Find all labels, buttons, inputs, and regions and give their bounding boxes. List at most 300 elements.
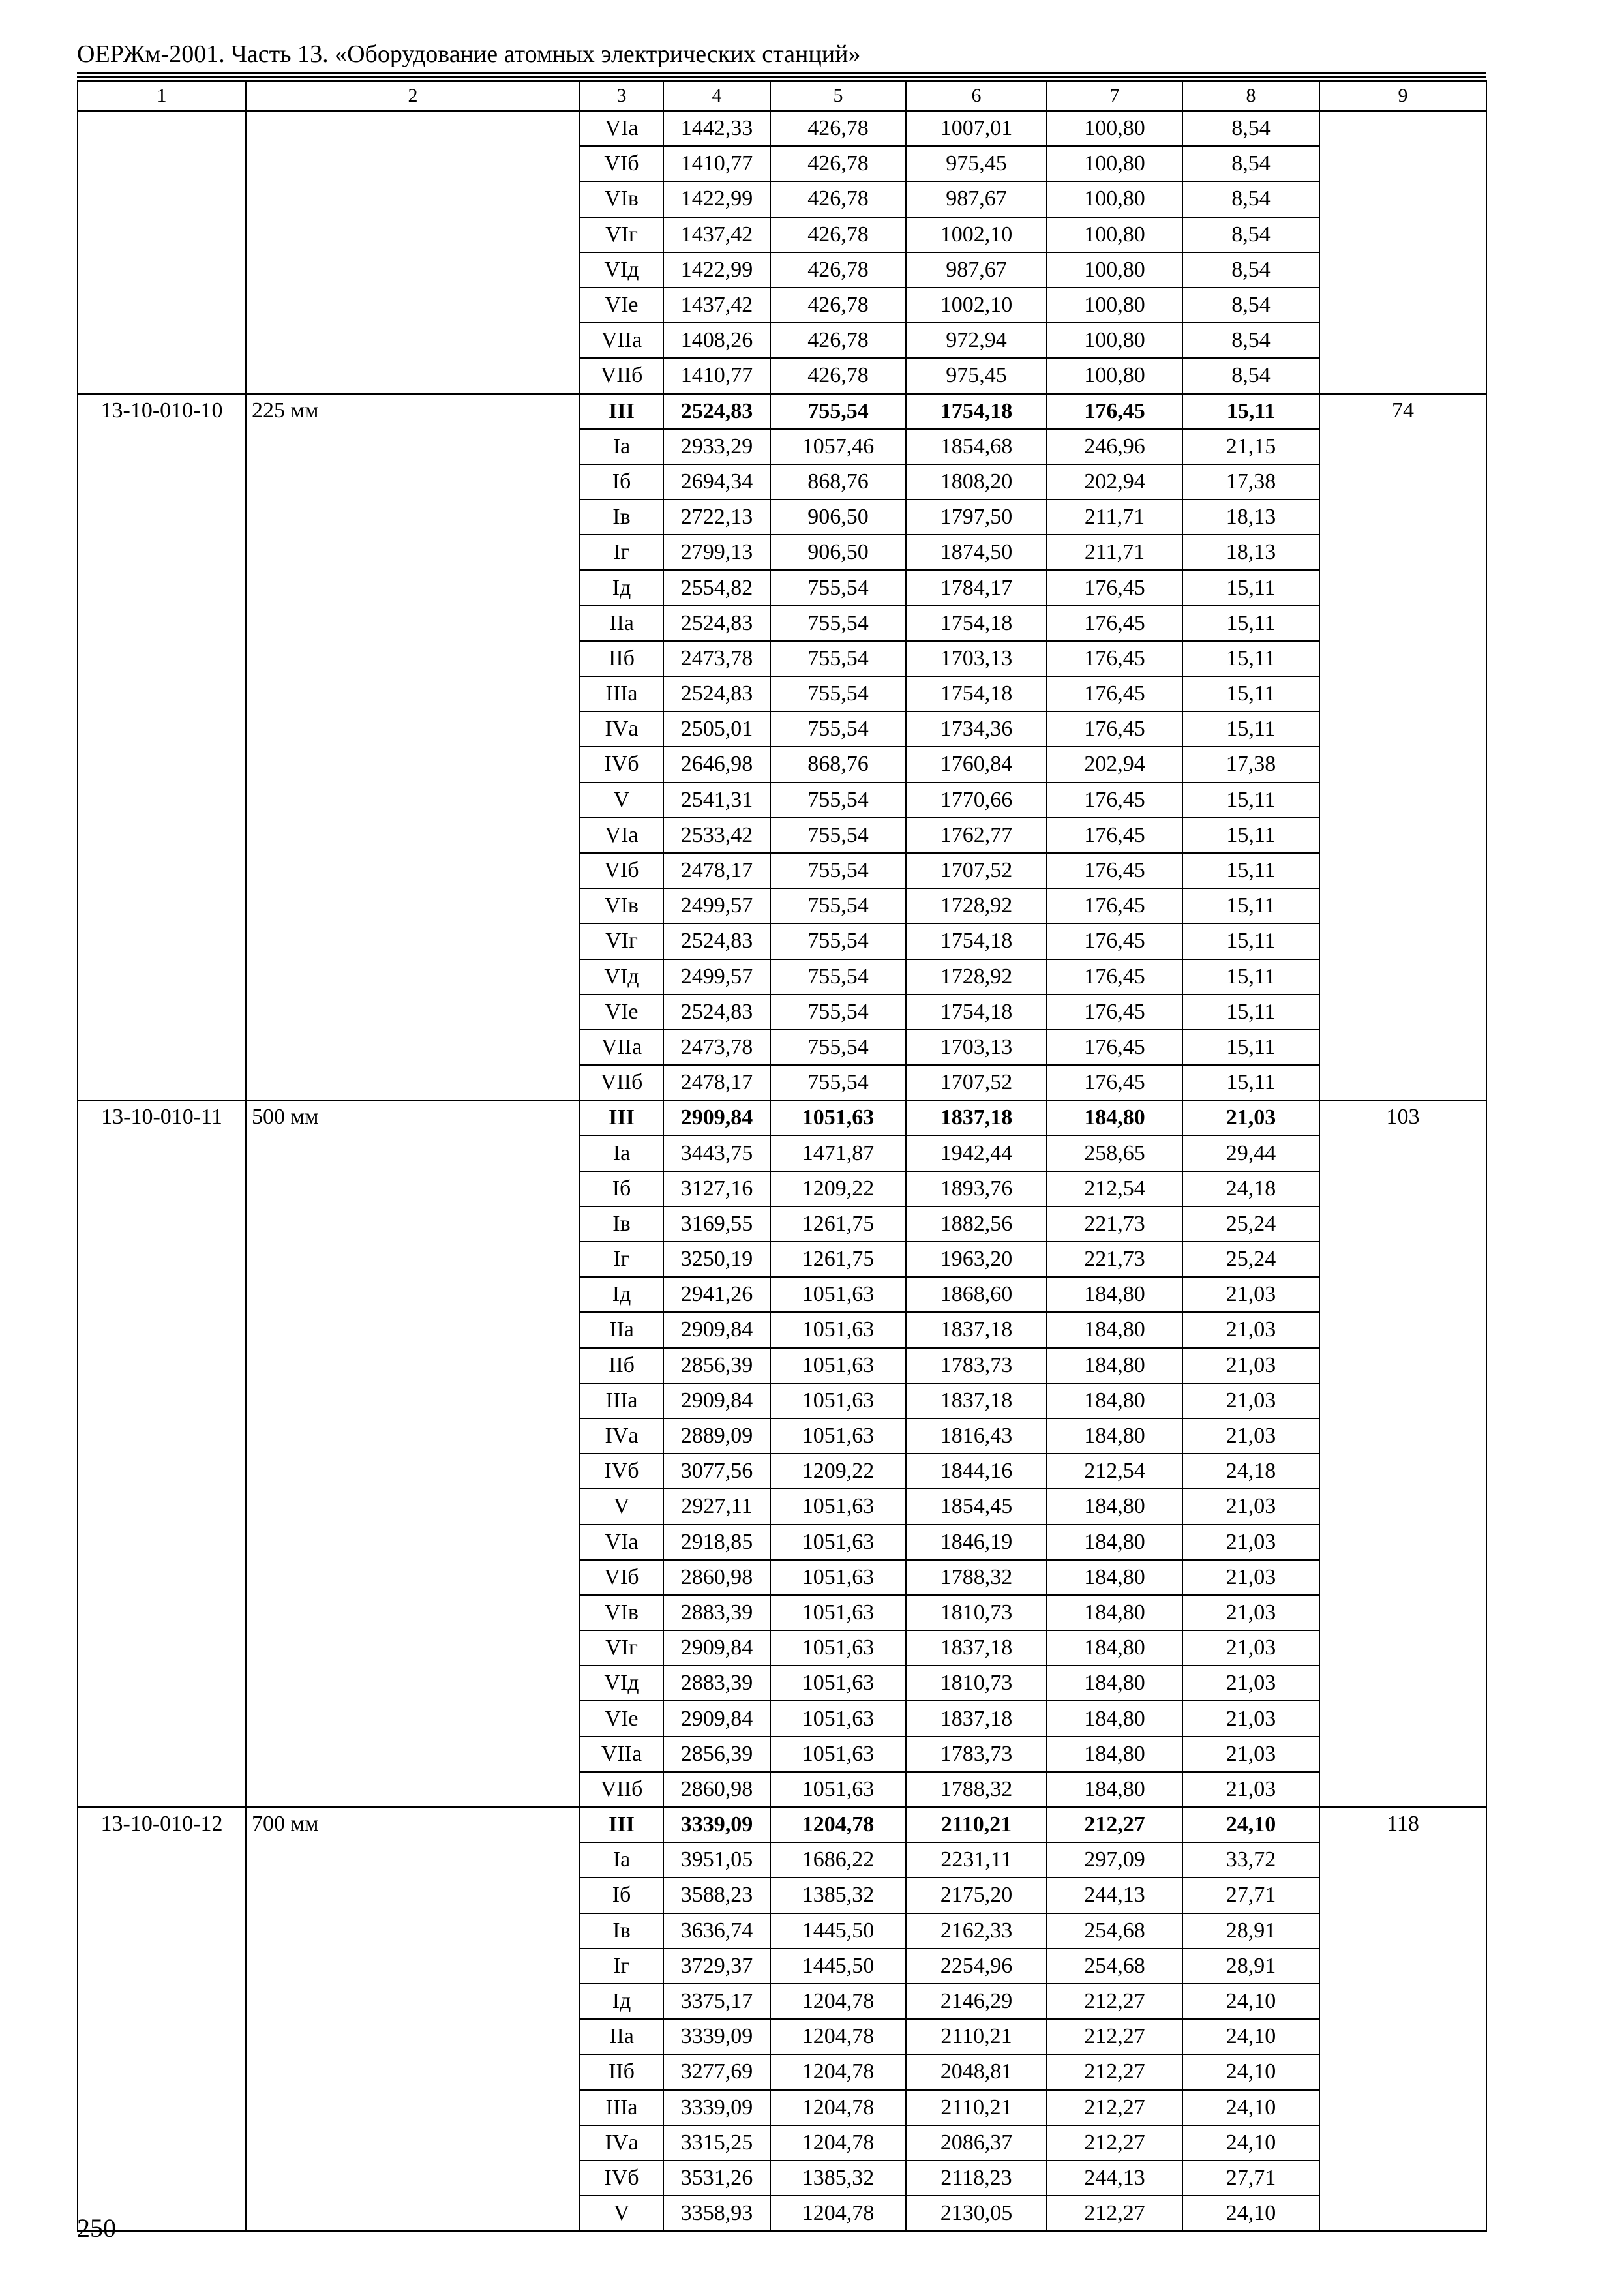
operator-wage-cell: 211,71 (1047, 535, 1182, 570)
zone-cell: Iа (580, 429, 663, 464)
operator-wage-cell: 176,45 (1047, 606, 1182, 641)
total-cost-cell: 1437,42 (663, 288, 770, 323)
operator-wage-cell: 100,80 (1047, 146, 1182, 181)
operator-wage-cell: 176,45 (1047, 1030, 1182, 1065)
machine-cost-cell: 1808,20 (906, 464, 1047, 500)
total-cost-cell: 3443,75 (663, 1135, 770, 1171)
item-name (246, 111, 580, 394)
operator-wage-cell: 212,54 (1047, 1454, 1182, 1489)
total-cost-cell: 2722,13 (663, 500, 770, 535)
materials-cost-cell: 15,11 (1182, 818, 1319, 853)
total-cost-cell: 3375,17 (663, 1984, 770, 2019)
zone-cell: IIа (580, 1312, 663, 1347)
total-cost-cell: 2909,84 (663, 1312, 770, 1347)
operator-wage-cell: 184,80 (1047, 1666, 1182, 1701)
total-cost-cell: 3588,23 (663, 1878, 770, 1913)
zone-cell: VIIб (580, 1065, 663, 1100)
materials-cost-cell: 15,11 (1182, 888, 1319, 923)
machine-cost-cell: 1783,73 (906, 1737, 1047, 1772)
labor-cost-cell: 1051,63 (770, 1489, 906, 1524)
materials-cost-cell: 8,54 (1182, 181, 1319, 217)
labor-cost-cell: 755,54 (770, 888, 906, 923)
zone-cell: V (580, 2196, 663, 2231)
labor-cost-cell: 1209,22 (770, 1454, 906, 1489)
machine-cost-cell: 1762,77 (906, 818, 1047, 853)
labor-cost-cell: 755,54 (770, 570, 906, 605)
labor-cost-cell: 755,54 (770, 959, 906, 995)
total-cost-cell: 3169,55 (663, 1206, 770, 1242)
total-cost-cell: 3358,93 (663, 2196, 770, 2231)
total-cost-cell: 3729,37 (663, 1949, 770, 1984)
materials-cost-cell: 8,54 (1182, 252, 1319, 288)
zone-cell: Iб (580, 1878, 663, 1913)
operator-wage-cell: 184,80 (1047, 1525, 1182, 1560)
total-cost-cell: 3127,16 (663, 1171, 770, 1206)
operator-wage-cell: 100,80 (1047, 288, 1182, 323)
operator-wage-cell: 176,45 (1047, 888, 1182, 923)
zone-cell: IIа (580, 606, 663, 641)
zone-cell: IIб (580, 1348, 663, 1383)
zone-cell: VIе (580, 995, 663, 1030)
operator-wage-cell: 254,68 (1047, 1949, 1182, 1984)
operator-wage-cell: 244,13 (1047, 2161, 1182, 2196)
total-cost-cell: 2533,42 (663, 818, 770, 853)
materials-cost-cell: 24,10 (1182, 2054, 1319, 2089)
materials-cost-cell: 17,38 (1182, 464, 1319, 500)
operator-wage-cell: 254,68 (1047, 1913, 1182, 1949)
operator-wage-cell: 258,65 (1047, 1135, 1182, 1171)
labor-cost-cell: 1204,78 (770, 1807, 906, 1842)
zone-cell: IIIа (580, 1383, 663, 1418)
machine-cost-cell: 1728,92 (906, 959, 1047, 995)
materials-cost-cell: 21,03 (1182, 1701, 1319, 1736)
table-row (78, 111, 1486, 146)
zone-cell: VIб (580, 146, 663, 181)
labor-cost-cell: 1209,22 (770, 1171, 906, 1206)
zone-cell: IVа (580, 1418, 663, 1454)
total-cost-cell: 1410,77 (663, 358, 770, 393)
total-cost-cell: 2883,39 (663, 1666, 770, 1701)
labor-cost-cell: 1057,46 (770, 429, 906, 464)
materials-cost-cell: 21,03 (1182, 1630, 1319, 1666)
machine-cost-cell: 1703,13 (906, 1030, 1047, 1065)
total-cost-cell: 3277,69 (663, 2054, 770, 2089)
materials-cost-cell: 15,11 (1182, 606, 1319, 641)
materials-cost-cell: 27,71 (1182, 1878, 1319, 1913)
total-cost-cell: 3339,09 (663, 2090, 770, 2125)
operator-wage-cell: 244,13 (1047, 1878, 1182, 1913)
materials-cost-cell: 15,11 (1182, 959, 1319, 995)
machine-cost-cell: 1893,76 (906, 1171, 1047, 1206)
header-rule-bottom (77, 76, 1486, 78)
labor-cost-cell: 1051,63 (770, 1348, 906, 1383)
total-cost-cell: 2694,34 (663, 464, 770, 500)
machine-cost-cell: 1797,50 (906, 500, 1047, 535)
machine-cost-cell: 1754,18 (906, 923, 1047, 959)
operator-wage-cell: 176,45 (1047, 783, 1182, 818)
materials-cost-cell: 15,11 (1182, 853, 1319, 888)
operator-wage-cell: 184,80 (1047, 1772, 1182, 1807)
operator-wage-cell: 212,27 (1047, 2125, 1182, 2161)
operator-wage-cell: 184,80 (1047, 1383, 1182, 1418)
total-cost-cell: 2860,98 (663, 1772, 770, 1807)
operator-wage-cell: 297,09 (1047, 1842, 1182, 1878)
total-cost-cell: 2909,84 (663, 1630, 770, 1666)
total-cost-cell: 2856,39 (663, 1348, 770, 1383)
zone-cell: IIб (580, 2054, 663, 2089)
machine-cost-cell: 2048,81 (906, 2054, 1047, 2089)
operator-wage-cell: 176,45 (1047, 818, 1182, 853)
price-table (77, 80, 1487, 2232)
labor-cost-cell: 755,54 (770, 783, 906, 818)
total-cost-cell: 2799,13 (663, 535, 770, 570)
column-number: 5 (770, 81, 906, 111)
labor-cost-cell: 868,76 (770, 747, 906, 782)
total-cost-cell: 1422,99 (663, 252, 770, 288)
table-row (78, 394, 1486, 429)
zone-cell: VIд (580, 959, 663, 995)
materials-cost-cell: 21,03 (1182, 1489, 1319, 1524)
mass-cell: 118 (1319, 1807, 1486, 2231)
column-number: 1 (78, 81, 246, 111)
table-row (78, 1807, 1486, 1842)
operator-wage-cell: 202,94 (1047, 747, 1182, 782)
labor-cost-cell: 1051,63 (770, 1100, 906, 1135)
total-cost-cell: 2524,83 (663, 923, 770, 959)
total-cost-cell: 2860,98 (663, 1560, 770, 1595)
total-cost-cell: 2933,29 (663, 429, 770, 464)
item-name: 700 мм (246, 1807, 580, 2231)
labor-cost-cell: 1051,63 (770, 1560, 906, 1595)
labor-cost-cell: 1445,50 (770, 1949, 906, 1984)
materials-cost-cell: 15,11 (1182, 1030, 1319, 1065)
item-code: 13-10-010-12 (78, 1807, 246, 2231)
machine-cost-cell: 1760,84 (906, 747, 1047, 782)
machine-cost-cell: 1837,18 (906, 1312, 1047, 1347)
total-cost-cell: 1422,99 (663, 181, 770, 217)
page-header: ОЕРЖм-2001. Часть 13. «Оборудование атомных электрических станций» (77, 40, 861, 68)
total-cost-cell: 2909,84 (663, 1100, 770, 1135)
column-number: 4 (663, 81, 770, 111)
total-cost-cell: 2473,78 (663, 1030, 770, 1065)
labor-cost-cell: 755,54 (770, 923, 906, 959)
machine-cost-cell: 972,94 (906, 323, 1047, 358)
operator-wage-cell: 176,45 (1047, 853, 1182, 888)
zone-cell: VIв (580, 181, 663, 217)
operator-wage-cell: 184,80 (1047, 1595, 1182, 1630)
operator-wage-cell: 100,80 (1047, 323, 1182, 358)
zone-cell: IVб (580, 2161, 663, 2196)
total-cost-cell: 2909,84 (663, 1701, 770, 1736)
materials-cost-cell: 21,15 (1182, 429, 1319, 464)
labor-cost-cell: 1051,63 (770, 1525, 906, 1560)
total-cost-cell: 1437,42 (663, 217, 770, 252)
total-cost-cell: 2524,83 (663, 676, 770, 711)
operator-wage-cell: 212,27 (1047, 2054, 1182, 2089)
operator-wage-cell: 100,80 (1047, 181, 1182, 217)
total-cost-cell: 3339,09 (663, 2019, 770, 2054)
materials-cost-cell: 21,03 (1182, 1525, 1319, 1560)
total-cost-cell: 2927,11 (663, 1489, 770, 1524)
materials-cost-cell: 18,13 (1182, 500, 1319, 535)
machine-cost-cell: 1770,66 (906, 783, 1047, 818)
zone-cell: VIв (580, 1595, 663, 1630)
zone-cell: IVб (580, 1454, 663, 1489)
total-cost-cell: 3531,26 (663, 2161, 770, 2196)
labor-cost-cell: 1204,78 (770, 1984, 906, 2019)
operator-wage-cell: 176,45 (1047, 995, 1182, 1030)
labor-cost-cell: 1051,63 (770, 1383, 906, 1418)
total-cost-cell: 2478,17 (663, 853, 770, 888)
operator-wage-cell: 184,80 (1047, 1312, 1182, 1347)
materials-cost-cell: 15,11 (1182, 570, 1319, 605)
zone-cell: IIIа (580, 2090, 663, 2125)
zone-cell: VIд (580, 252, 663, 288)
operator-wage-cell: 176,45 (1047, 676, 1182, 711)
operator-wage-cell: 246,96 (1047, 429, 1182, 464)
machine-cost-cell: 1788,32 (906, 1560, 1047, 1595)
zone-cell: VIе (580, 1701, 663, 1736)
materials-cost-cell: 21,03 (1182, 1666, 1319, 1701)
materials-cost-cell: 15,11 (1182, 995, 1319, 1030)
zone-cell: III (580, 394, 663, 429)
materials-cost-cell: 21,03 (1182, 1383, 1319, 1418)
labor-cost-cell: 1204,78 (770, 2125, 906, 2161)
labor-cost-cell: 1051,63 (770, 1737, 906, 1772)
materials-cost-cell: 21,03 (1182, 1772, 1319, 1807)
column-number: 7 (1047, 81, 1182, 111)
machine-cost-cell: 1707,52 (906, 853, 1047, 888)
machine-cost-cell: 2231,11 (906, 1842, 1047, 1878)
zone-cell: Iд (580, 1984, 663, 2019)
machine-cost-cell: 1703,13 (906, 641, 1047, 676)
operator-wage-cell: 100,80 (1047, 111, 1182, 146)
labor-cost-cell: 1051,63 (770, 1701, 906, 1736)
total-cost-cell: 3951,05 (663, 1842, 770, 1878)
materials-cost-cell: 8,54 (1182, 146, 1319, 181)
materials-cost-cell: 21,03 (1182, 1312, 1319, 1347)
operator-wage-cell: 176,45 (1047, 711, 1182, 747)
machine-cost-cell: 1837,18 (906, 1701, 1047, 1736)
machine-cost-cell: 1874,50 (906, 535, 1047, 570)
total-cost-cell: 2478,17 (663, 1065, 770, 1100)
operator-wage-cell: 184,80 (1047, 1701, 1182, 1736)
column-number: 2 (246, 81, 580, 111)
materials-cost-cell: 21,03 (1182, 1348, 1319, 1383)
total-cost-cell: 3339,09 (663, 1807, 770, 1842)
zone-cell: IIIа (580, 676, 663, 711)
total-cost-cell: 3250,19 (663, 1242, 770, 1277)
materials-cost-cell: 21,03 (1182, 1595, 1319, 1630)
materials-cost-cell: 27,71 (1182, 2161, 1319, 2196)
total-cost-cell: 1410,77 (663, 146, 770, 181)
zone-cell: IVб (580, 747, 663, 782)
item-code: 13-10-010-11 (78, 1100, 246, 1807)
labor-cost-cell: 1385,32 (770, 2161, 906, 2196)
header-rule-top (77, 72, 1486, 74)
labor-cost-cell: 755,54 (770, 853, 906, 888)
operator-wage-cell: 184,80 (1047, 1560, 1182, 1595)
materials-cost-cell: 21,03 (1182, 1277, 1319, 1312)
zone-cell: III (580, 1807, 663, 1842)
machine-cost-cell: 975,45 (906, 358, 1047, 393)
machine-cost-cell: 1837,18 (906, 1630, 1047, 1666)
labor-cost-cell: 868,76 (770, 464, 906, 500)
zone-cell: Iб (580, 1171, 663, 1206)
operator-wage-cell: 176,45 (1047, 394, 1182, 429)
zone-cell: VIв (580, 888, 663, 923)
zone-cell: IIб (580, 641, 663, 676)
machine-cost-cell: 1783,73 (906, 1348, 1047, 1383)
machine-cost-cell: 1754,18 (906, 606, 1047, 641)
materials-cost-cell: 25,24 (1182, 1206, 1319, 1242)
machine-cost-cell: 1816,43 (906, 1418, 1047, 1454)
labor-cost-cell: 1471,87 (770, 1135, 906, 1171)
total-cost-cell: 2909,84 (663, 1383, 770, 1418)
item-name: 225 мм (246, 394, 580, 1101)
zone-cell: Iб (580, 464, 663, 500)
labor-cost-cell: 1051,63 (770, 1630, 906, 1666)
operator-wage-cell: 184,80 (1047, 1277, 1182, 1312)
machine-cost-cell: 2175,20 (906, 1878, 1047, 1913)
zone-cell: Iв (580, 500, 663, 535)
machine-cost-cell: 1837,18 (906, 1383, 1047, 1418)
zone-cell: VIг (580, 1630, 663, 1666)
machine-cost-cell: 1882,56 (906, 1206, 1047, 1242)
labor-cost-cell: 1261,75 (770, 1242, 906, 1277)
labor-cost-cell: 755,54 (770, 394, 906, 429)
total-cost-cell: 3636,74 (663, 1913, 770, 1949)
machine-cost-cell: 1788,32 (906, 1772, 1047, 1807)
machine-cost-cell: 2130,05 (906, 2196, 1047, 2231)
labor-cost-cell: 1204,78 (770, 2054, 906, 2089)
materials-cost-cell: 15,11 (1182, 923, 1319, 959)
materials-cost-cell: 28,91 (1182, 1913, 1319, 1949)
zone-cell: Iв (580, 1913, 663, 1949)
operator-wage-cell: 212,27 (1047, 2196, 1182, 2231)
machine-cost-cell: 1942,44 (906, 1135, 1047, 1171)
zone-cell: IVа (580, 711, 663, 747)
zone-cell: VIIа (580, 323, 663, 358)
zone-cell: IIа (580, 2019, 663, 2054)
labor-cost-cell: 1204,78 (770, 2090, 906, 2125)
operator-wage-cell: 100,80 (1047, 217, 1182, 252)
zone-cell: VIIб (580, 1772, 663, 1807)
total-cost-cell: 2499,57 (663, 888, 770, 923)
operator-wage-cell: 100,80 (1047, 358, 1182, 393)
operator-wage-cell: 176,45 (1047, 641, 1182, 676)
labor-cost-cell: 1385,32 (770, 1878, 906, 1913)
labor-cost-cell: 755,54 (770, 1065, 906, 1100)
machine-cost-cell: 1002,10 (906, 288, 1047, 323)
machine-cost-cell: 987,67 (906, 252, 1047, 288)
total-cost-cell: 2941,26 (663, 1277, 770, 1312)
machine-cost-cell: 2086,37 (906, 2125, 1047, 2161)
operator-wage-cell: 184,80 (1047, 1489, 1182, 1524)
materials-cost-cell: 21,03 (1182, 1737, 1319, 1772)
labor-cost-cell: 426,78 (770, 323, 906, 358)
labor-cost-cell: 755,54 (770, 676, 906, 711)
operator-wage-cell: 100,80 (1047, 252, 1182, 288)
labor-cost-cell: 426,78 (770, 288, 906, 323)
mass-cell: 103 (1319, 1100, 1486, 1807)
total-cost-cell: 1408,26 (663, 323, 770, 358)
total-cost-cell: 3315,25 (663, 2125, 770, 2161)
labor-cost-cell: 426,78 (770, 217, 906, 252)
zone-cell: VIIа (580, 1737, 663, 1772)
total-cost-cell: 2646,98 (663, 747, 770, 782)
labor-cost-cell: 906,50 (770, 500, 906, 535)
machine-cost-cell: 2162,33 (906, 1913, 1047, 1949)
materials-cost-cell: 17,38 (1182, 747, 1319, 782)
labor-cost-cell: 1051,63 (770, 1666, 906, 1701)
zone-cell: III (580, 1100, 663, 1135)
labor-cost-cell: 1204,78 (770, 2196, 906, 2231)
labor-cost-cell: 1051,63 (770, 1418, 906, 1454)
zone-cell: Iг (580, 1242, 663, 1277)
operator-wage-cell: 184,80 (1047, 1348, 1182, 1383)
machine-cost-cell: 2118,23 (906, 2161, 1047, 2196)
labor-cost-cell: 1051,63 (770, 1312, 906, 1347)
machine-cost-cell: 1963,20 (906, 1242, 1047, 1277)
operator-wage-cell: 176,45 (1047, 923, 1182, 959)
zone-cell: VIа (580, 818, 663, 853)
labor-cost-cell: 1051,63 (770, 1772, 906, 1807)
zone-cell: VIа (580, 1525, 663, 1560)
machine-cost-cell: 2254,96 (906, 1949, 1047, 1984)
zone-cell: V (580, 1489, 663, 1524)
table-row (78, 1100, 1486, 1135)
item-name: 500 мм (246, 1100, 580, 1807)
labor-cost-cell: 1445,50 (770, 1913, 906, 1949)
materials-cost-cell: 24,10 (1182, 1807, 1319, 1842)
labor-cost-cell: 755,54 (770, 641, 906, 676)
total-cost-cell: 2524,83 (663, 394, 770, 429)
zone-cell: V (580, 783, 663, 818)
total-cost-cell: 2883,39 (663, 1595, 770, 1630)
machine-cost-cell: 2146,29 (906, 1984, 1047, 2019)
labor-cost-cell: 755,54 (770, 1030, 906, 1065)
operator-wage-cell: 176,45 (1047, 959, 1182, 995)
materials-cost-cell: 15,11 (1182, 711, 1319, 747)
operator-wage-cell: 202,94 (1047, 464, 1182, 500)
labor-cost-cell: 1051,63 (770, 1595, 906, 1630)
total-cost-cell: 2505,01 (663, 711, 770, 747)
machine-cost-cell: 1868,60 (906, 1277, 1047, 1312)
materials-cost-cell: 8,54 (1182, 288, 1319, 323)
price-table-body (78, 81, 1486, 2231)
materials-cost-cell: 33,72 (1182, 1842, 1319, 1878)
machine-cost-cell: 1844,16 (906, 1454, 1047, 1489)
total-cost-cell: 2473,78 (663, 641, 770, 676)
total-cost-cell: 2499,57 (663, 959, 770, 995)
item-code: 13-10-010-10 (78, 394, 246, 1101)
operator-wage-cell: 176,45 (1047, 1065, 1182, 1100)
total-cost-cell: 1442,33 (663, 111, 770, 146)
total-cost-cell: 2524,83 (663, 995, 770, 1030)
column-number: 6 (906, 81, 1047, 111)
materials-cost-cell: 18,13 (1182, 535, 1319, 570)
machine-cost-cell: 1754,18 (906, 995, 1047, 1030)
page-number: 250 (77, 2213, 116, 2243)
machine-cost-cell: 1754,18 (906, 676, 1047, 711)
mass-cell (1319, 111, 1486, 394)
zone-cell: VIг (580, 923, 663, 959)
zone-cell: Iв (580, 1206, 663, 1242)
materials-cost-cell: 8,54 (1182, 111, 1319, 146)
machine-cost-cell: 1784,17 (906, 570, 1047, 605)
zone-cell: VIб (580, 853, 663, 888)
